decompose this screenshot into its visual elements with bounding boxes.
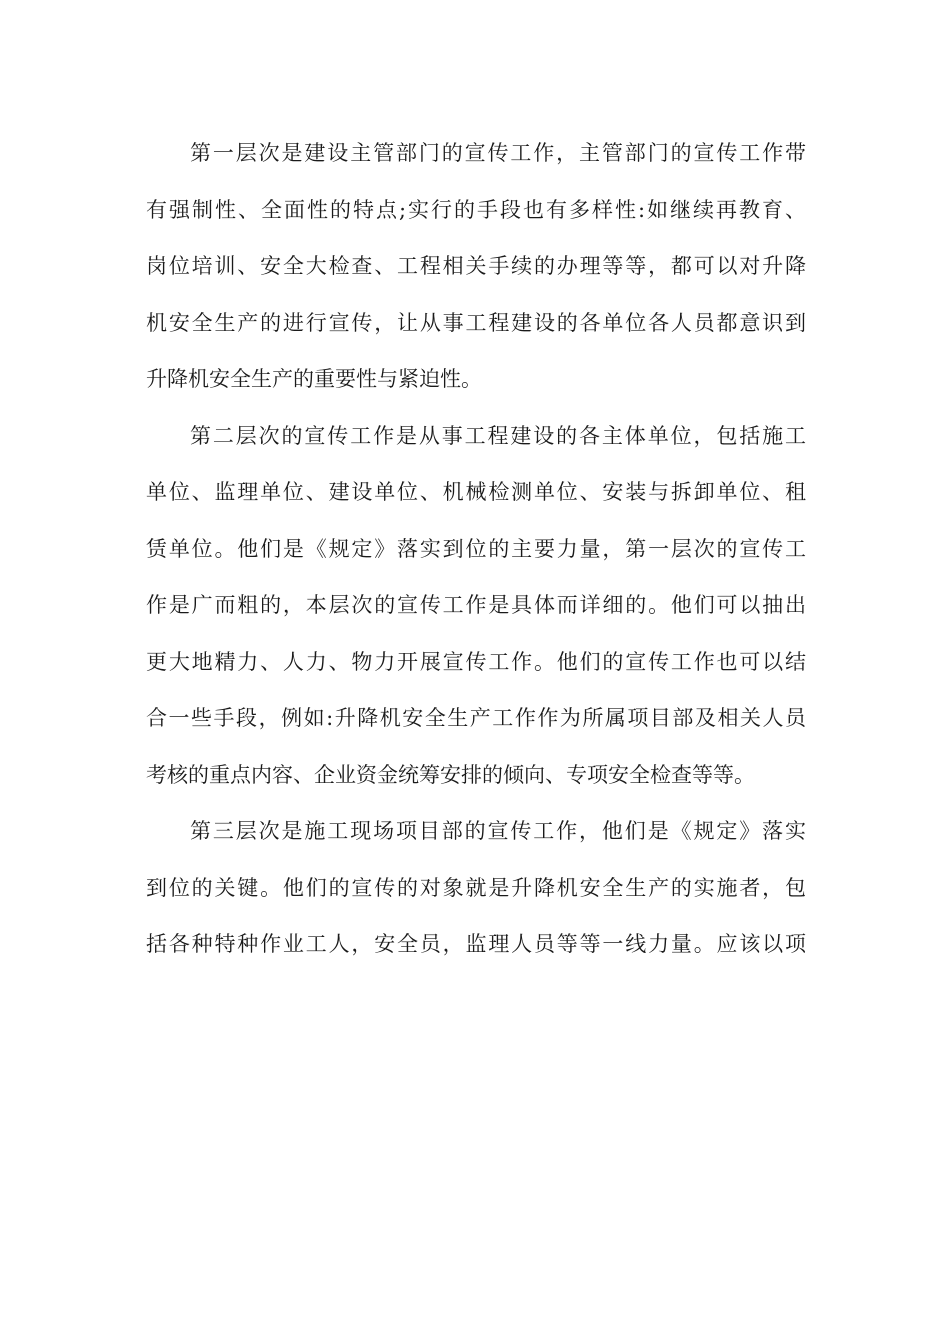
text-line: 机安全生产的进行宣传，让从事工程建设的各单位各人员都意识到 <box>146 310 806 335</box>
text-line: 单位、监理单位、建设单位、机械检测单位、安装与拆卸单位、租 <box>146 480 806 504</box>
text-line: 合一些手段，例如:升降机安全生产工作作为所属项目部及相关人员 <box>146 706 806 730</box>
text-line: 赁单位。他们是《规定》落实到位的主要力量，第一层次的宣传工 <box>146 536 806 561</box>
text-line: 岗位培训、安全大检查、工程相关手续的办理等等，都可以对升降 <box>146 254 806 278</box>
text-line: 第一层次是建设主管部门的宣传工作，主管部门的宣传工作带 <box>190 141 806 165</box>
text-line: 考核的重点内容、企业资金统筹安排的倾向、专项安全检查等等。 <box>146 762 755 787</box>
text-line: 有强制性、全面性的特点;实行的手段也有多样性:如继续再教育、 <box>146 197 806 222</box>
text-line: 括各种特种作业工人，安全员，监理人员等等一线力量。应该以项 <box>146 932 806 956</box>
text-line: 第二层次的宣传工作是从事工程建设的各主体单位，包括施工 <box>190 423 806 448</box>
text-line: 升降机安全生产的重要性与紧迫性。 <box>146 367 482 391</box>
text-line: 更大地精力、人力、物力开展宣传工作。他们的宣传工作也可以结 <box>146 649 806 674</box>
paragraph-1 <box>146 131 806 414</box>
document-body <box>146 131 806 979</box>
text-line: 作是广而粗的，本层次的宣传工作是具体而详细的。他们可以抽出 <box>146 593 806 617</box>
paragraph-3 <box>146 809 806 979</box>
paragraph-2 <box>146 414 806 810</box>
text-line: 到位的关键。他们的宣传的对象就是升降机安全生产的实施者，包 <box>146 875 806 900</box>
text-line: 第三层次是施工现场项目部的宣传工作，他们是《规定》落实 <box>190 819 806 843</box>
